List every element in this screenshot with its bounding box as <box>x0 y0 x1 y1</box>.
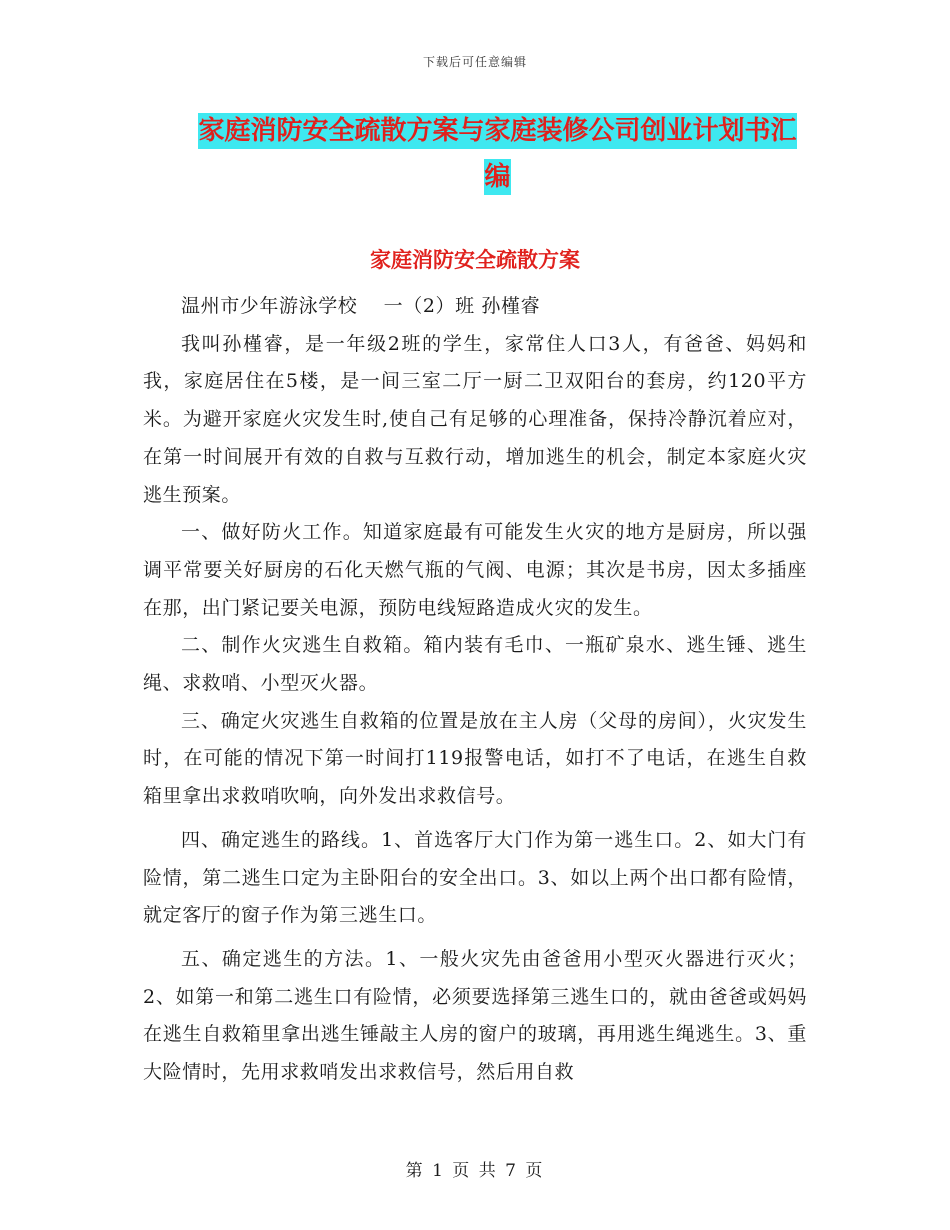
paragraph-kit-location: 三、确定火灾逃生自救箱的位置是放在主人房（父母的房间），火灾发生时，在可能的情况下第一时间打119报警电话，如打不了电话，在逃生自救箱里拿出求救哨吹响，向外发出求救信号。 <box>143 709 807 808</box>
paragraph-intro: 我叫孙槿睿，是一年级2班的学生，家常住人口3人，有爸爸、妈妈和我，家庭居住在5楼，是一间三室二厅一厨二卫双阳台的套房，约120平方米。为避开家庭火灾发生时,使自己有足够的心理准备，保持冷静沉着应对，在第一时间展开有效的自救与互救行动，增加逃生的机会，制定本家庭火灾逃生预案。 <box>143 332 807 506</box>
page-footer: 第 1 页 共 7 页 <box>405 1161 545 1181</box>
paragraph-escape-route: 四、确定逃生的路线。1、首选客厅大门作为第一逃生口。2、如大门有险情，第二逃生口定为主卧阳台的安全出口。3、如以上两个出口都有险情，就定客厅的窗子作为第三逃生口。 <box>143 828 807 927</box>
paragraph-fire-prevention: 一、做好防火工作。知道家庭最有可能发生火灾的地方是厨房，所以强调平常要关好厨房的石化天燃气瓶的气阀、电源；其次是书房，因太多插座在那，出门紧记要关电源，预防电线短路造成火灾的发生。 <box>143 521 807 619</box>
document-body <box>143 288 807 1092</box>
paragraph-escape-kit: 二、制作火灾逃生自救箱。箱内装有毛巾、一瓶矿泉水、逃生锤、逃生绳、求救哨、小型灭火器。 <box>143 634 807 695</box>
main-title-highlight: 家庭消防安全疏散方案与家庭装修公司创业计划书汇编 <box>198 113 796 195</box>
header-note: 下载后可任意编辑 <box>422 55 527 69</box>
paragraph-escape-method: 五、确定逃生的方法。1、一般火灾先由爸爸用小型灭火器进行灭火；2、如第一和第二逃生口有险情，必须要选择第三逃生口的，就由爸爸或妈妈在逃生自救箱里拿出逃生锤敲主人房的窗户的玻璃，再用逃生绳逃生。3、重大险情时，先用求救哨发出求救信号，然后用自救 <box>143 947 807 1084</box>
author-line: 温州市少年游泳学校 一（2）班 孙槿睿 <box>181 295 541 317</box>
section-title: 家庭消防安全疏散方案 <box>370 247 580 272</box>
document-main-title <box>190 108 805 200</box>
